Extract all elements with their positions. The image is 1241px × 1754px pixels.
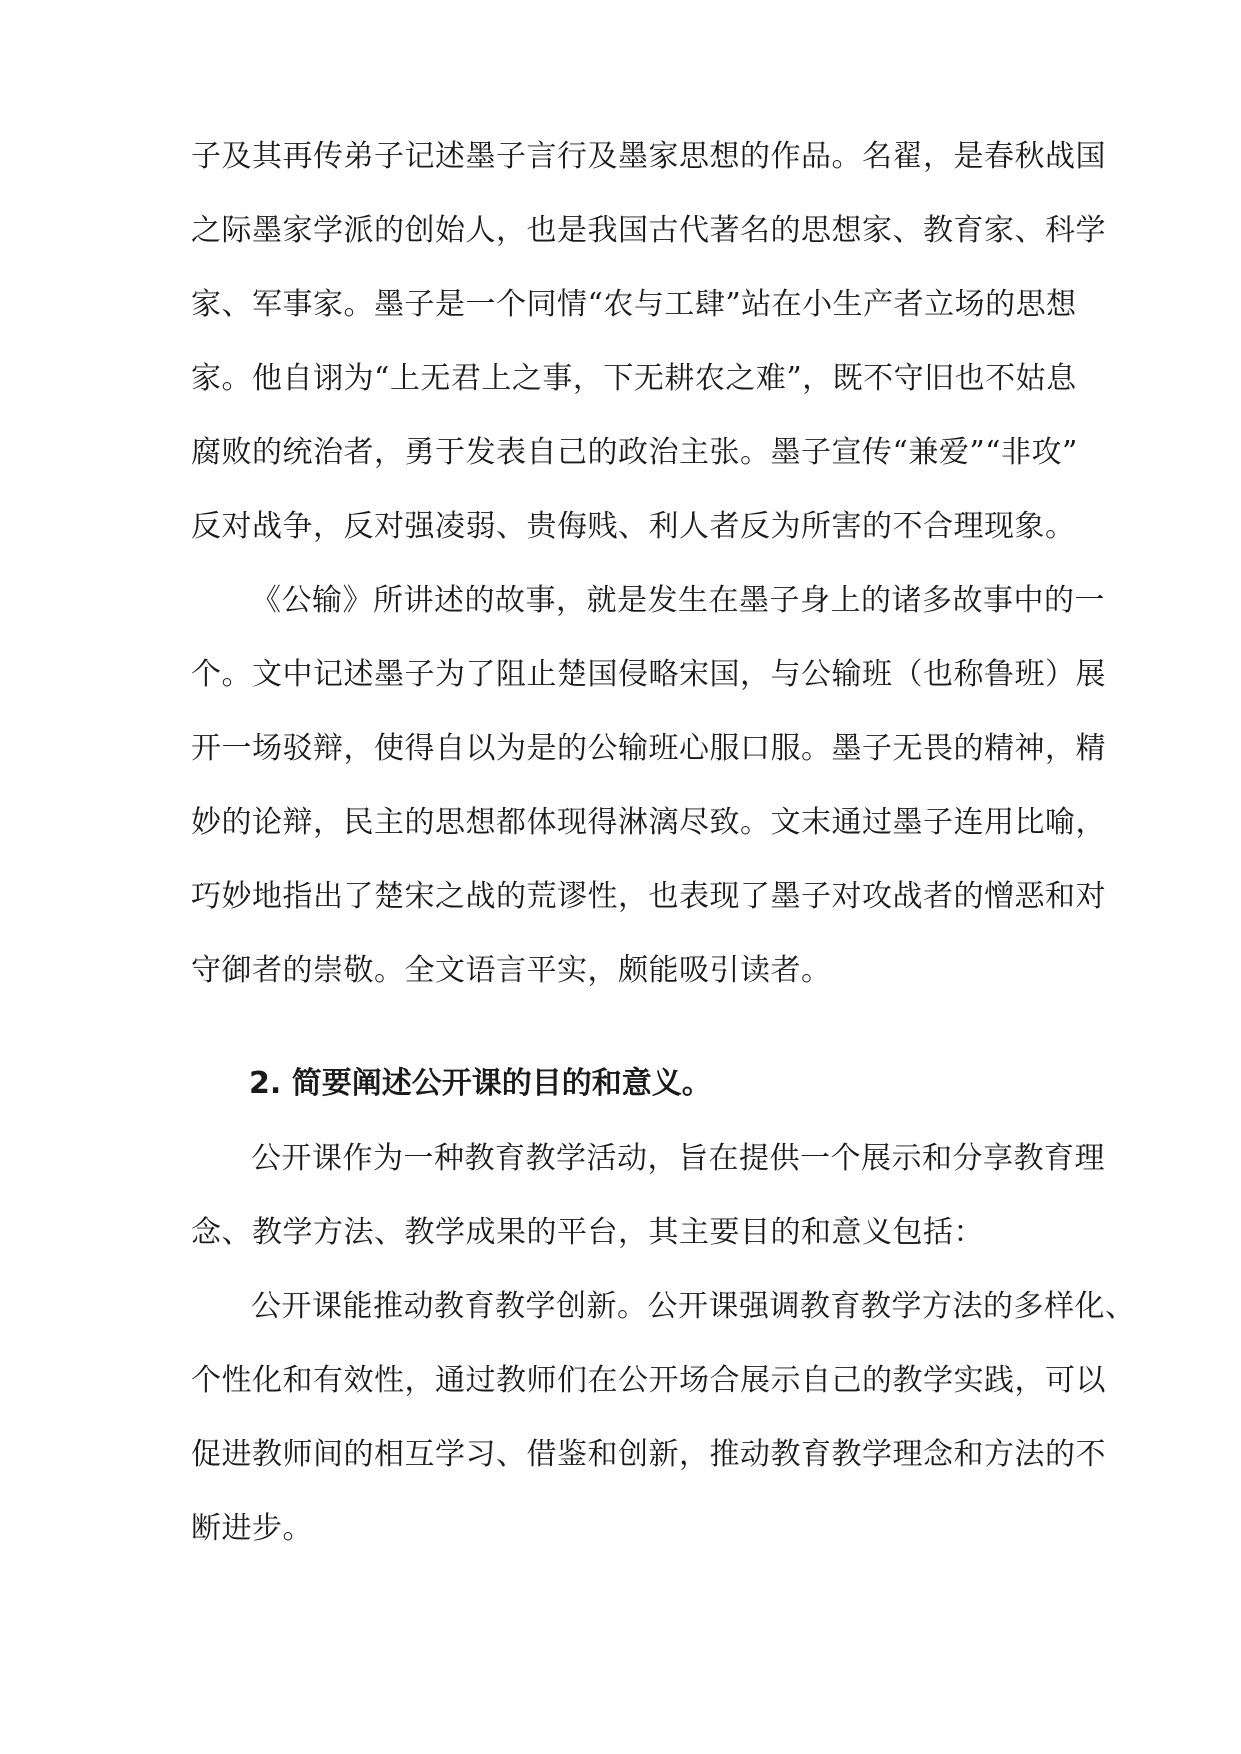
text-line: 断进步。 xyxy=(191,1511,313,1546)
paragraph-gongshu-story xyxy=(191,564,1106,1008)
text-line: 《公输》所讲述的故事，就是发生在墨子身上的诸多故事中的一 xyxy=(251,583,1105,618)
text-line: 腐败的统治者，勇于发表自己的政治主张。墨子宣传“兼爱”“非攻” xyxy=(191,435,1078,470)
text-line: 子及其再传弟子记述墨子言行及墨家思想的作品。名翟，是春秋战国 xyxy=(191,139,1106,174)
text-line: 家。他自诩为“上无君上之事，下无耕农之难”，既不守旧也不姑息 xyxy=(191,361,1077,396)
text-line: 家、军事家。墨子是一个同情“农与工肆”站在小生产者立场的思想 xyxy=(191,287,1077,322)
paragraph-mozi-intro xyxy=(191,120,1106,564)
text-line: 促进教师间的相互学习、借鉴和创新，推动教育教学理念和方法的不 xyxy=(191,1437,1106,1472)
text-line: 开一场驳辩，使得自以为是的公输班心服口服。墨子无畏的精神，精 xyxy=(191,731,1106,766)
text-line: 念、教学方法、教学成果的平台，其主要目的和意义包括： xyxy=(191,1215,984,1250)
text-line: 巧妙地指出了楚宋之战的荒谬性，也表现了墨子对攻战者的憎恶和对 xyxy=(191,879,1106,914)
text-line: 个。文中记述墨子为了阻止楚国侵略宋国，与公输班（也称鲁班）展 xyxy=(191,657,1106,692)
text-line: 个性化和有效性，通过教师们在公开场合展示自己的教学实践，可以 xyxy=(191,1363,1106,1398)
text-line: 妙的论辩，民主的思想都体现得淋漓尽致。文末通过墨子连用比喻， xyxy=(191,805,1106,840)
text-line: 公开课作为一种教育教学活动，旨在提供一个展示和分享教育理 xyxy=(251,1141,1105,1176)
section-heading: 2. 简要阐述公开课的目的和意义。 xyxy=(249,1066,712,1101)
text-line: 守御者的崇敬。全文语言平实，颇能吸引读者。 xyxy=(191,953,832,988)
text-line: 之际墨家学派的创始人，也是我国古代著名的思想家、教育家、科学 xyxy=(191,213,1106,248)
text-line: 公开课能推动教育教学创新。公开课强调教育教学方法的多样化、 xyxy=(251,1289,1136,1324)
text-line: 反对战争，反对强凌弱、贵侮贱、利人者反为所害的不合理现象。 xyxy=(191,509,1076,544)
paragraph-open-class-purpose xyxy=(191,1122,1105,1270)
paragraph-open-class-innovation xyxy=(191,1270,1136,1566)
